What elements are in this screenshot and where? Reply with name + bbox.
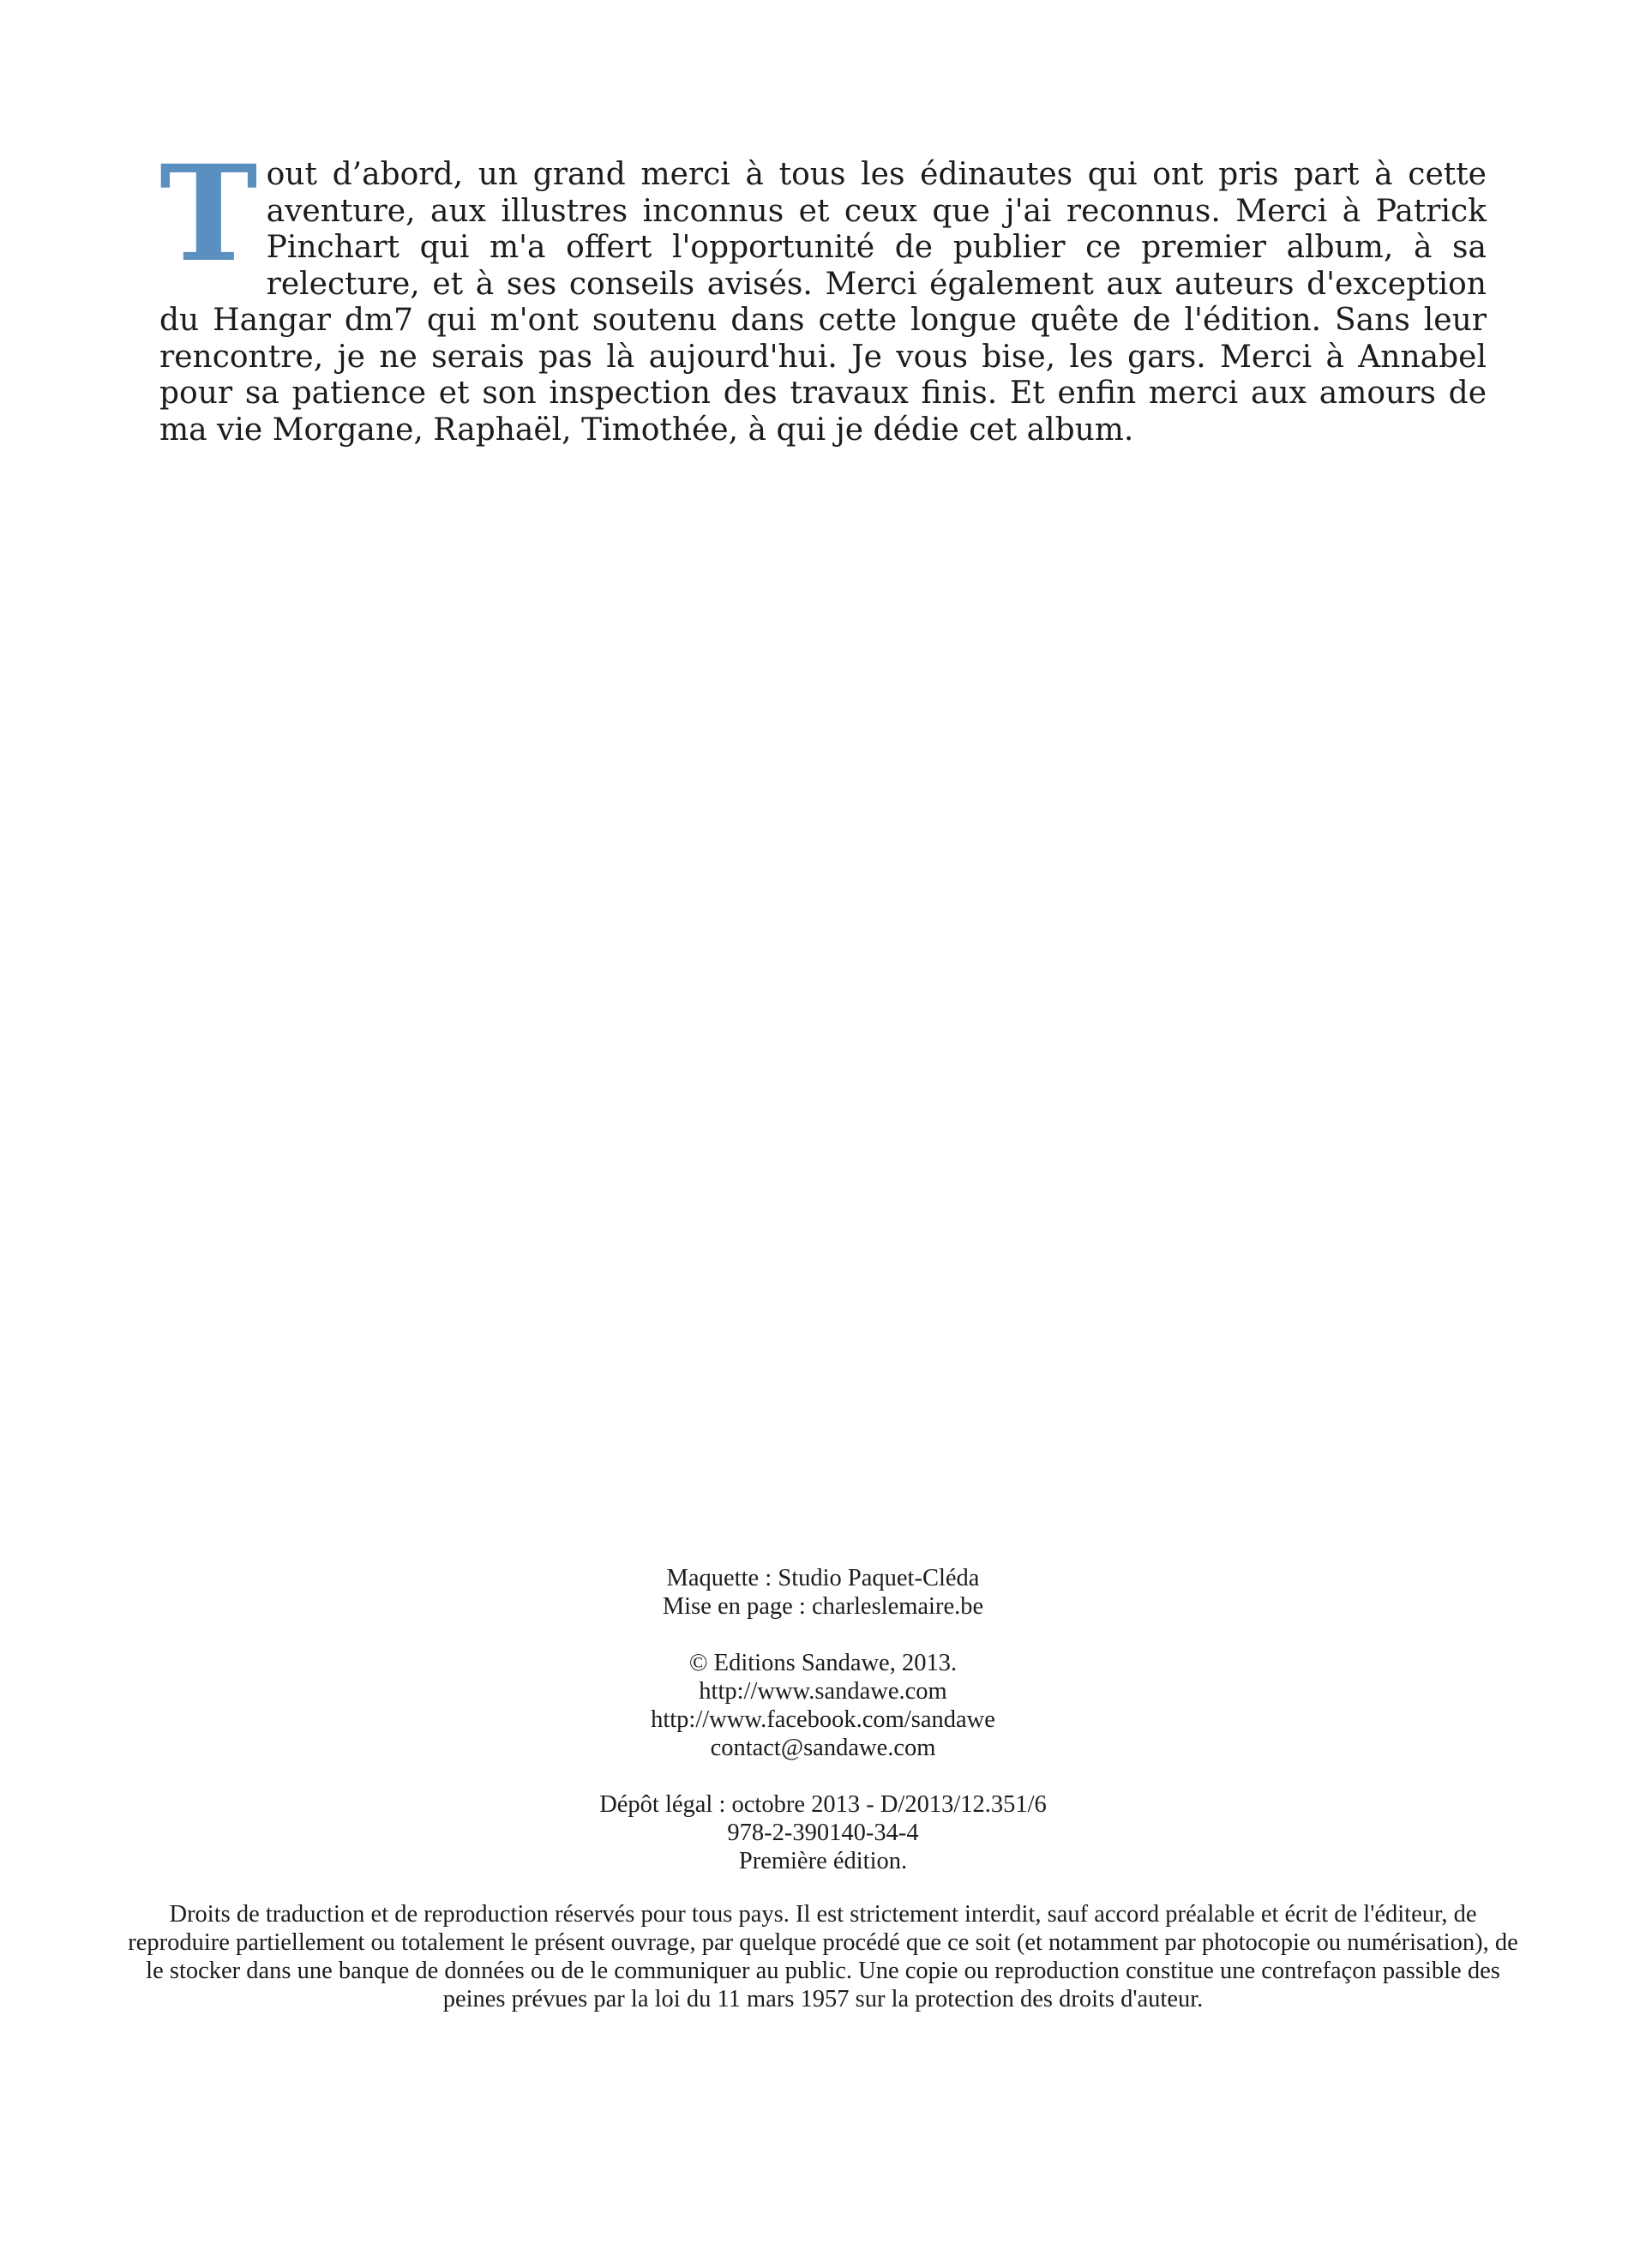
- dedication-paragraph: [159, 136, 1487, 448]
- design-credit: Maquette : Studio Paquet-Cléda: [666, 1565, 980, 1591]
- edition-note: Première édition.: [738, 1848, 908, 1874]
- drop-cap: T: [159, 136, 258, 292]
- spacer: [0, 1621, 1646, 1649]
- spacer: [0, 1762, 1646, 1790]
- isbn: 978-2-390140-34-4: [727, 1820, 919, 1846]
- facebook-link[interactable]: http://www.facebook.com/sandawe: [651, 1706, 995, 1733]
- email-link[interactable]: contact@sandawe.com: [710, 1735, 936, 1761]
- legal-notice: Droits de traduction et de reproduction réservés pour tous pays. Il est strictement interdit, sauf accord préalable et écrit de l'éditeur, de reproduire partiellement ou totalement le présent ouvrage, par quelque procédé que ce soit (et notamment par photocopie ou numérisation), de le stocker dans une banque de données ou de le communiquer au public. Une copie ou reproduction constitue une contrefaçon passible des peines prévues par la loi du 11 mars 1957 sur la protection des droits d'auteur.: [128, 1901, 1518, 2012]
- credits-block: [0, 1564, 1646, 1875]
- website-link[interactable]: http://www.sandawe.com: [699, 1678, 947, 1705]
- copyright-line: © Editions Sandawe, 2013.: [688, 1650, 958, 1676]
- layout-credit: Mise en page : charleslemaire.be: [662, 1593, 984, 1620]
- dedication-text: out d’abord, un grand merci à tous les édinautes qui ont pris part à cette aventure, aux illustres inconnus et ceux que j'ai reconnus. Merci à Patrick Pinchart qui m'a offert l'opportunité de publier ce premier album, à sa relecture, et à ses conseils avisés. Merci également aux auteurs d'exception du Hangar dm7 qui m'ont soutenu dans cette longue quête de l'édition. Sans leur rencontre, je ne serais pas là aujourd'hui. Je vous bise, les gars. Merci à Annabel pour sa patience et son inspection des travaux finis. Et enfin merci aux amours de ma vie Morgane, Raphaël, Timothée, à qui je dédie cet album.: [159, 157, 1487, 448]
- legal-deposit: Dépôt légal : octobre 2013 - D/2013/12.351/6: [599, 1791, 1047, 1818]
